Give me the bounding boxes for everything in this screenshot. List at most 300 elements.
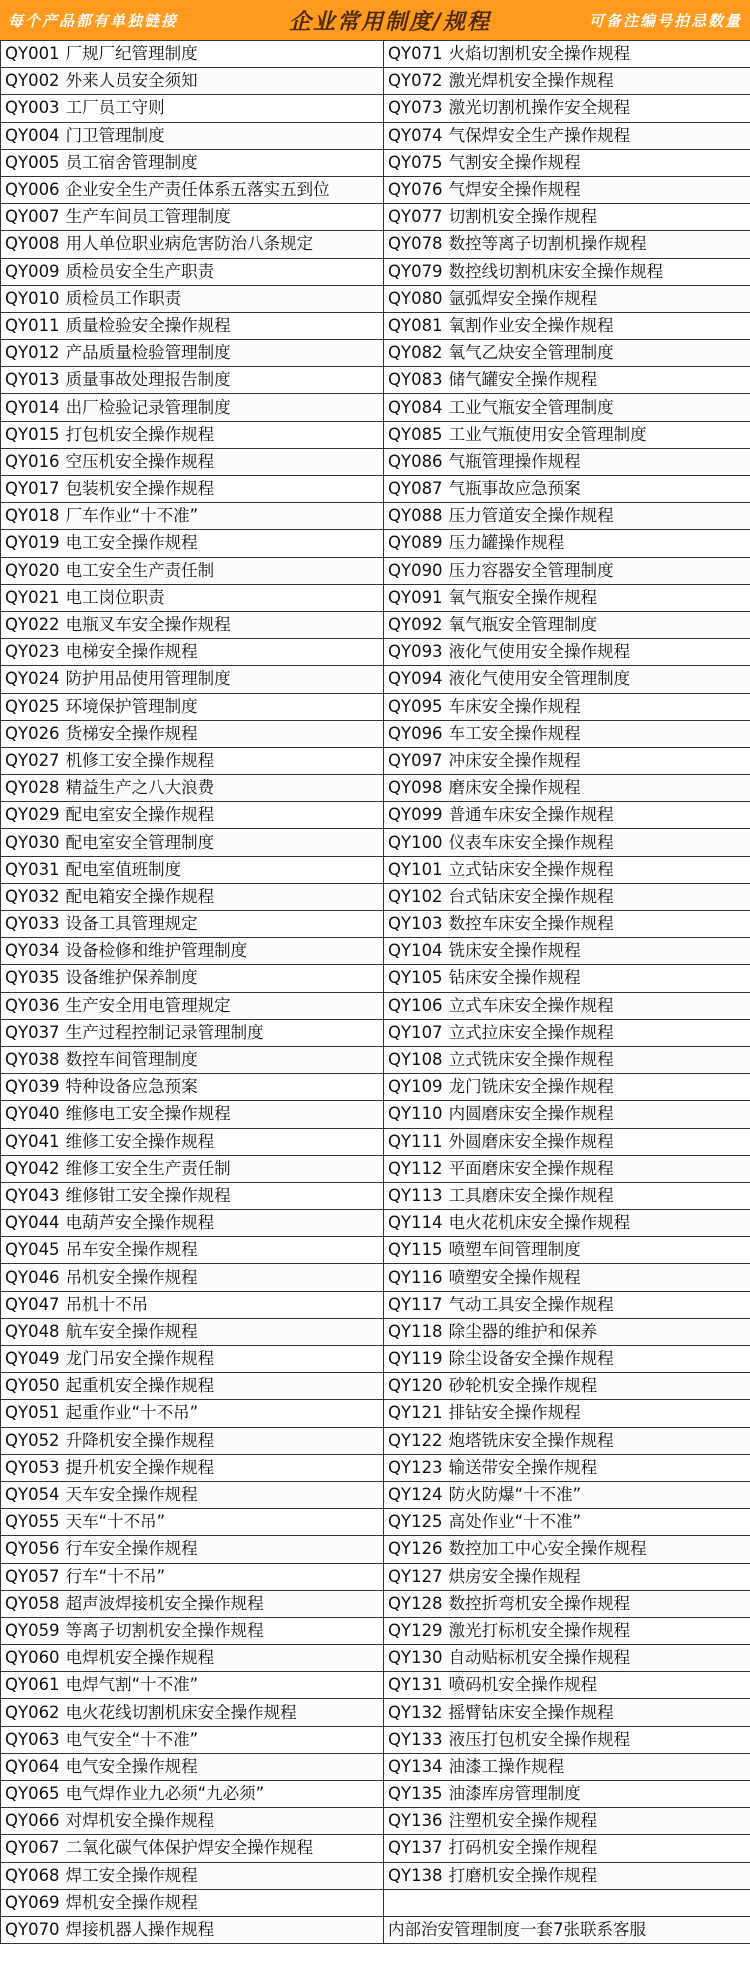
right-cell	[384, 1128, 750, 1155]
regulation-name: 输送带安全操作规程	[448, 1457, 598, 1477]
table-row	[1, 1808, 750, 1835]
regulation-code: QY106	[388, 995, 443, 1015]
left-cell	[1, 41, 384, 68]
regulation-name: 企业安全生产责任体系五落实五到位	[65, 180, 330, 200]
regulation-name: 仪表车床安全操作规程	[448, 832, 614, 852]
left-cell	[1, 1590, 384, 1617]
table-row	[1, 938, 750, 965]
regulation-code: QY043	[5, 1185, 60, 1205]
left-cell	[1, 421, 384, 448]
regulation-code: QY082	[388, 343, 443, 363]
regulation-code: QY104	[388, 941, 443, 961]
regulation-code: QY047	[5, 1294, 60, 1314]
table-row	[1, 231, 750, 258]
regulation-name: 焊接机器人操作规程	[65, 1920, 215, 1940]
right-cell	[384, 720, 750, 747]
regulation-code: QY113	[388, 1185, 443, 1205]
table-row	[1, 1726, 750, 1753]
regulation-code: QY061	[5, 1675, 60, 1695]
left-cell	[1, 1237, 384, 1264]
regulation-name: 气保焊安全生产操作规程	[448, 125, 631, 145]
regulation-code: QY125	[388, 1512, 443, 1532]
regulation-name: 质检员安全生产职责	[65, 261, 215, 281]
regulation-name: 环境保护管理制度	[65, 696, 198, 716]
table-row	[1, 1753, 750, 1780]
table-row	[1, 720, 750, 747]
right-cell	[384, 1509, 750, 1536]
regulation-table-body	[1, 41, 750, 1944]
regulation-code: QY028	[5, 778, 60, 798]
table-row	[1, 1481, 750, 1508]
right-cell	[384, 883, 750, 910]
regulation-name: 焊机安全操作规程	[65, 1892, 198, 1912]
regulation-name: 焊工安全操作规程	[65, 1865, 198, 1885]
regulation-name: 吊机安全操作规程	[65, 1267, 198, 1287]
right-cell	[384, 1536, 750, 1563]
regulation-code: QY078	[388, 234, 443, 254]
regulation-name: 生产车间员工管理制度	[65, 207, 231, 227]
right-cell	[384, 938, 750, 965]
left-cell	[1, 1753, 384, 1780]
regulation-name: 起重作业“十不吊”	[65, 1403, 199, 1423]
right-cell	[384, 1699, 750, 1726]
left-cell	[1, 829, 384, 856]
right-cell	[384, 41, 750, 68]
regulation-code: QY114	[388, 1213, 443, 1233]
right-cell	[384, 1373, 750, 1400]
right-cell	[384, 693, 750, 720]
regulation-name: 火焰切割机安全操作规程	[448, 44, 631, 64]
regulation-name: 气瓶事故应急预案	[448, 479, 581, 499]
regulation-name: 钻床安全操作规程	[448, 968, 581, 988]
left-cell	[1, 312, 384, 339]
regulation-name: 维修工安全操作规程	[65, 1131, 215, 1151]
regulation-name: 升降机安全操作规程	[65, 1430, 215, 1450]
table-row	[1, 258, 750, 285]
left-cell	[1, 1835, 384, 1862]
regulation-code: QY027	[5, 750, 60, 770]
regulation-name: 员工宿舍管理制度	[65, 152, 198, 172]
table-row	[1, 584, 750, 611]
right-cell	[384, 176, 750, 203]
left-cell	[1, 367, 384, 394]
right-cell	[384, 856, 750, 883]
regulation-code: QY081	[388, 315, 443, 335]
left-cell	[1, 720, 384, 747]
regulation-name: 维修工安全生产责任制	[65, 1158, 231, 1178]
left-cell	[1, 1699, 384, 1726]
regulation-name: 厂车作业“十不准”	[65, 506, 199, 526]
table-row	[1, 1916, 750, 1943]
regulation-code: QY111	[388, 1131, 443, 1151]
regulation-code: QY054	[5, 1485, 60, 1505]
left-cell	[1, 394, 384, 421]
regulation-code: QY053	[5, 1457, 60, 1477]
regulation-code: QY086	[388, 451, 443, 471]
regulation-code: QY012	[5, 343, 60, 363]
table-row	[1, 693, 750, 720]
banner-right-note: 可备注编号拍忌数量	[588, 11, 742, 30]
regulation-code: QY070	[5, 1920, 60, 1940]
regulation-name: 电工安全生产责任制	[65, 560, 215, 580]
regulation-code: QY002	[5, 71, 60, 91]
regulation-name: 门卫管理制度	[65, 125, 165, 145]
table-row	[1, 1128, 750, 1155]
regulation-code: QY058	[5, 1593, 60, 1613]
regulation-code: QY133	[388, 1729, 443, 1749]
regulation-name: 压力管道安全操作规程	[448, 506, 614, 526]
regulation-code: QY019	[5, 533, 60, 553]
regulation-name: 维修钳工安全操作规程	[65, 1185, 231, 1205]
left-cell	[1, 1481, 384, 1508]
regulation-code: QY011	[5, 315, 60, 335]
left-cell	[1, 1046, 384, 1073]
regulation-name: 龙门铣床安全操作规程	[448, 1077, 614, 1097]
regulation-name: 数控等离子切割机操作规程	[448, 234, 647, 254]
table-row	[1, 122, 750, 149]
regulation-code: QY108	[388, 1050, 443, 1070]
regulation-name: 排钻安全操作规程	[448, 1403, 581, 1423]
regulation-code: QY060	[5, 1648, 60, 1668]
right-cell	[384, 584, 750, 611]
left-cell	[1, 448, 384, 475]
regulation-code: QY007	[5, 207, 60, 227]
regulation-code: QY110	[388, 1104, 443, 1124]
regulation-name: 冲床安全操作规程	[448, 750, 581, 770]
regulation-name: 包装机安全操作规程	[65, 479, 215, 499]
right-cell	[384, 231, 750, 258]
table-row	[1, 1074, 750, 1101]
regulation-name: 切割机安全操作规程	[448, 207, 598, 227]
regulation-code: QY071	[388, 44, 443, 64]
right-cell	[384, 1808, 750, 1835]
table-row	[1, 1617, 750, 1644]
table-row	[1, 367, 750, 394]
regulation-code: QY107	[388, 1022, 443, 1042]
regulation-code: QY087	[388, 479, 443, 499]
regulation-name: 内圆磨床安全操作规程	[448, 1104, 614, 1124]
regulation-name: 数控车间管理制度	[65, 1050, 198, 1070]
regulation-name: 液化气使用安全管理制度	[448, 669, 631, 689]
regulation-name: 摇臂钻床安全操作规程	[448, 1702, 614, 1722]
regulation-code: QY136	[388, 1811, 443, 1831]
regulation-code: QY073	[388, 98, 443, 118]
table-row	[1, 1563, 750, 1590]
regulation-name: 立式铣床安全操作规程	[448, 1050, 614, 1070]
regulation-code: QY050	[5, 1376, 60, 1396]
regulation-code: QY130	[388, 1648, 443, 1668]
table-row	[1, 1155, 750, 1182]
right-cell	[384, 448, 750, 475]
left-cell	[1, 476, 384, 503]
regulation-code: QY062	[5, 1702, 60, 1722]
regulation-code: QY085	[388, 424, 443, 444]
left-cell	[1, 1128, 384, 1155]
left-cell	[1, 530, 384, 557]
right-cell	[384, 340, 750, 367]
regulation-name: 提升机安全操作规程	[65, 1457, 215, 1477]
banner-title: 企业常用制度/规程	[288, 9, 492, 35]
regulation-name: 质量检验安全操作规程	[65, 315, 231, 335]
regulation-name: 喷塑安全操作规程	[448, 1267, 581, 1287]
regulation-code: QY090	[388, 560, 443, 580]
left-cell	[1, 883, 384, 910]
regulation-name: 设备维护保养制度	[65, 968, 198, 988]
regulation-name: 航车安全操作规程	[65, 1321, 198, 1341]
regulation-code: QY041	[5, 1131, 60, 1151]
regulation-name: 打包机安全操作规程	[65, 424, 215, 444]
left-cell	[1, 1019, 384, 1046]
regulation-code: QY039	[5, 1077, 60, 1097]
table-row	[1, 1536, 750, 1563]
right-cell	[384, 394, 750, 421]
regulation-name: 喷塑车间管理制度	[448, 1240, 581, 1260]
right-cell	[384, 1916, 750, 1943]
right-cell	[384, 476, 750, 503]
regulation-name: 液压打包机安全操作规程	[448, 1729, 631, 1749]
regulation-code: QY032	[5, 886, 60, 906]
regulation-name: 氧割作业安全操作规程	[448, 315, 614, 335]
regulation-code: QY120	[388, 1376, 443, 1396]
regulation-name: 电气安全操作规程	[65, 1756, 198, 1776]
regulation-name: 起重机安全操作规程	[65, 1376, 215, 1396]
right-cell	[384, 530, 750, 557]
regulation-code: QY091	[388, 587, 443, 607]
regulation-name: 吊机十不吊	[65, 1294, 149, 1314]
regulation-code: QY042	[5, 1158, 60, 1178]
regulation-code: QY088	[388, 506, 443, 526]
regulation-code: QY074	[388, 125, 443, 145]
regulation-name: 高处作业“十不准”	[448, 1512, 582, 1532]
regulation-code: QY105	[388, 968, 443, 988]
regulation-code: QY096	[388, 723, 443, 743]
table-row	[1, 312, 750, 339]
regulation-name: 龙门吊安全操作规程	[65, 1349, 215, 1369]
regulation-name: 自动贴标机安全操作规程	[448, 1648, 631, 1668]
table-row	[1, 394, 750, 421]
regulation-name: 电工岗位职责	[65, 587, 165, 607]
regulation-code: QY077	[388, 207, 443, 227]
left-cell	[1, 1645, 384, 1672]
left-cell	[1, 584, 384, 611]
left-cell	[1, 1427, 384, 1454]
right-cell	[384, 911, 750, 938]
table-row	[1, 1101, 750, 1128]
table-row	[1, 68, 750, 95]
regulation-name: 普通车床安全操作规程	[448, 805, 614, 825]
right-cell	[384, 1753, 750, 1780]
regulation-code: QY134	[388, 1756, 443, 1776]
regulation-name: 电瓶叉车安全操作规程	[65, 615, 231, 635]
left-cell	[1, 1889, 384, 1916]
regulation-code: QY025	[5, 696, 60, 716]
right-cell	[384, 1672, 750, 1699]
regulation-code: QY021	[5, 587, 60, 607]
regulation-code: QY100	[388, 832, 443, 852]
regulation-code: QY051	[5, 1403, 60, 1423]
regulation-code: QY037	[5, 1022, 60, 1042]
table-row	[1, 992, 750, 1019]
regulation-code: QY102	[388, 886, 443, 906]
regulation-code: QY016	[5, 451, 60, 471]
table-row	[1, 285, 750, 312]
regulation-name: 用人单位职业病危害防治八条规定	[65, 234, 314, 254]
regulation-name: 气割安全操作规程	[448, 152, 581, 172]
left-cell	[1, 747, 384, 774]
regulation-name: 数控加工中心安全操作规程	[448, 1539, 647, 1559]
left-cell	[1, 611, 384, 638]
regulation-code: QY079	[388, 261, 443, 281]
regulation-name: 质量事故处理报告制度	[65, 370, 231, 390]
regulation-name: 电焊机安全操作规程	[65, 1648, 215, 1668]
regulation-code: QY015	[5, 424, 60, 444]
regulation-name: 内部治安管理制度一套7张联系客服	[388, 1920, 646, 1940]
right-cell	[384, 1889, 750, 1916]
left-cell	[1, 340, 384, 367]
left-cell	[1, 285, 384, 312]
table-row	[1, 557, 750, 584]
regulation-table	[0, 40, 750, 1944]
left-cell	[1, 1210, 384, 1237]
left-cell	[1, 965, 384, 992]
regulation-name: 精益生产之八大浪费	[65, 778, 215, 798]
regulation-name: 厂规厂纪管理制度	[65, 44, 198, 64]
regulation-code: QY138	[388, 1865, 443, 1885]
regulation-code: QY056	[5, 1539, 60, 1559]
regulation-code: QY005	[5, 152, 60, 172]
regulation-name: 防护用品使用管理制度	[65, 669, 231, 689]
right-cell	[384, 258, 750, 285]
right-cell	[384, 1481, 750, 1508]
table-row	[1, 1427, 750, 1454]
table-row	[1, 1264, 750, 1291]
regulation-name: 数控车床安全操作规程	[448, 914, 614, 934]
table-row	[1, 1373, 750, 1400]
left-cell	[1, 911, 384, 938]
left-cell	[1, 68, 384, 95]
table-row	[1, 1781, 750, 1808]
regulation-code: QY095	[388, 696, 443, 716]
right-cell	[384, 666, 750, 693]
left-cell	[1, 1182, 384, 1209]
table-row	[1, 1835, 750, 1862]
table-row	[1, 965, 750, 992]
regulation-code: QY030	[5, 832, 60, 852]
table-row	[1, 1210, 750, 1237]
table-row	[1, 883, 750, 910]
regulation-code: QY065	[5, 1784, 60, 1804]
right-cell	[384, 1400, 750, 1427]
right-cell	[384, 1264, 750, 1291]
regulation-name: 立式车床安全操作规程	[448, 995, 614, 1015]
right-cell	[384, 1074, 750, 1101]
regulation-code: QY116	[388, 1267, 443, 1287]
regulation-name: 炮塔铣床安全操作规程	[448, 1430, 614, 1450]
regulation-name: 配电室值班制度	[65, 859, 182, 879]
left-cell	[1, 1346, 384, 1373]
left-cell	[1, 666, 384, 693]
table-row	[1, 1019, 750, 1046]
right-cell	[384, 775, 750, 802]
regulation-code: QY045	[5, 1240, 60, 1260]
table-row	[1, 1699, 750, 1726]
regulation-code: QY063	[5, 1729, 60, 1749]
regulation-name: 维修电工安全操作规程	[65, 1104, 231, 1124]
table-row	[1, 666, 750, 693]
table-row	[1, 639, 750, 666]
left-cell	[1, 1074, 384, 1101]
regulation-name: 等离子切割机安全操作规程	[65, 1620, 264, 1640]
regulation-code: QY018	[5, 506, 60, 526]
regulation-name: 激光焊机安全操作规程	[448, 71, 614, 91]
table-row	[1, 530, 750, 557]
regulation-code: QY128	[388, 1593, 443, 1613]
regulation-name: 质检员工作职责	[65, 288, 182, 308]
right-cell	[384, 204, 750, 231]
regulation-name: 气焊安全操作规程	[448, 180, 581, 200]
right-cell	[384, 1726, 750, 1753]
right-cell	[384, 1155, 750, 1182]
left-cell	[1, 693, 384, 720]
header-banner	[0, 0, 750, 40]
regulation-code: QY068	[5, 1865, 60, 1885]
regulation-name: 除尘器的维护和保养	[448, 1321, 598, 1341]
left-cell	[1, 1509, 384, 1536]
regulation-code: QY031	[5, 859, 60, 879]
right-cell	[384, 1563, 750, 1590]
regulation-name: 工业气瓶安全管理制度	[448, 397, 614, 417]
table-row	[1, 1182, 750, 1209]
regulation-code: QY003	[5, 98, 60, 118]
regulation-name: 吊车安全操作规程	[65, 1240, 198, 1260]
left-cell	[1, 503, 384, 530]
table-row	[1, 747, 750, 774]
regulation-name: 立式钻床安全操作规程	[448, 859, 614, 879]
right-cell	[384, 68, 750, 95]
regulation-name: 电工安全操作规程	[65, 533, 198, 553]
regulation-name: 油漆工操作规程	[448, 1756, 565, 1776]
regulation-name: 超声波焊接机安全操作规程	[65, 1593, 264, 1613]
regulation-name: 电焊气割“十不准”	[65, 1675, 199, 1695]
left-cell	[1, 258, 384, 285]
regulation-code: QY004	[5, 125, 60, 145]
regulation-name: 工具磨床安全操作规程	[448, 1185, 614, 1205]
right-cell	[384, 285, 750, 312]
regulation-code: QY072	[388, 71, 443, 91]
regulation-name: 外圆磨床安全操作规程	[448, 1131, 614, 1151]
regulation-code: QY122	[388, 1430, 443, 1450]
left-cell	[1, 149, 384, 176]
right-cell	[384, 1835, 750, 1862]
right-cell	[384, 802, 750, 829]
regulation-name: 机修工安全操作规程	[65, 750, 215, 770]
right-cell	[384, 1182, 750, 1209]
regulation-code: QY118	[388, 1321, 443, 1341]
regulation-name: 电葫芦安全操作规程	[65, 1213, 215, 1233]
right-cell	[384, 1781, 750, 1808]
regulation-code: QY055	[5, 1512, 60, 1532]
right-cell	[384, 639, 750, 666]
regulation-code: QY112	[388, 1158, 443, 1178]
table-row	[1, 448, 750, 475]
left-cell	[1, 122, 384, 149]
regulation-name: 配电室安全操作规程	[65, 805, 215, 825]
right-cell	[384, 747, 750, 774]
regulation-code: QY121	[388, 1403, 443, 1423]
left-cell	[1, 1617, 384, 1644]
regulation-name: 工厂员工守则	[65, 98, 165, 118]
regulation-name: 气瓶管理操作规程	[448, 451, 581, 471]
